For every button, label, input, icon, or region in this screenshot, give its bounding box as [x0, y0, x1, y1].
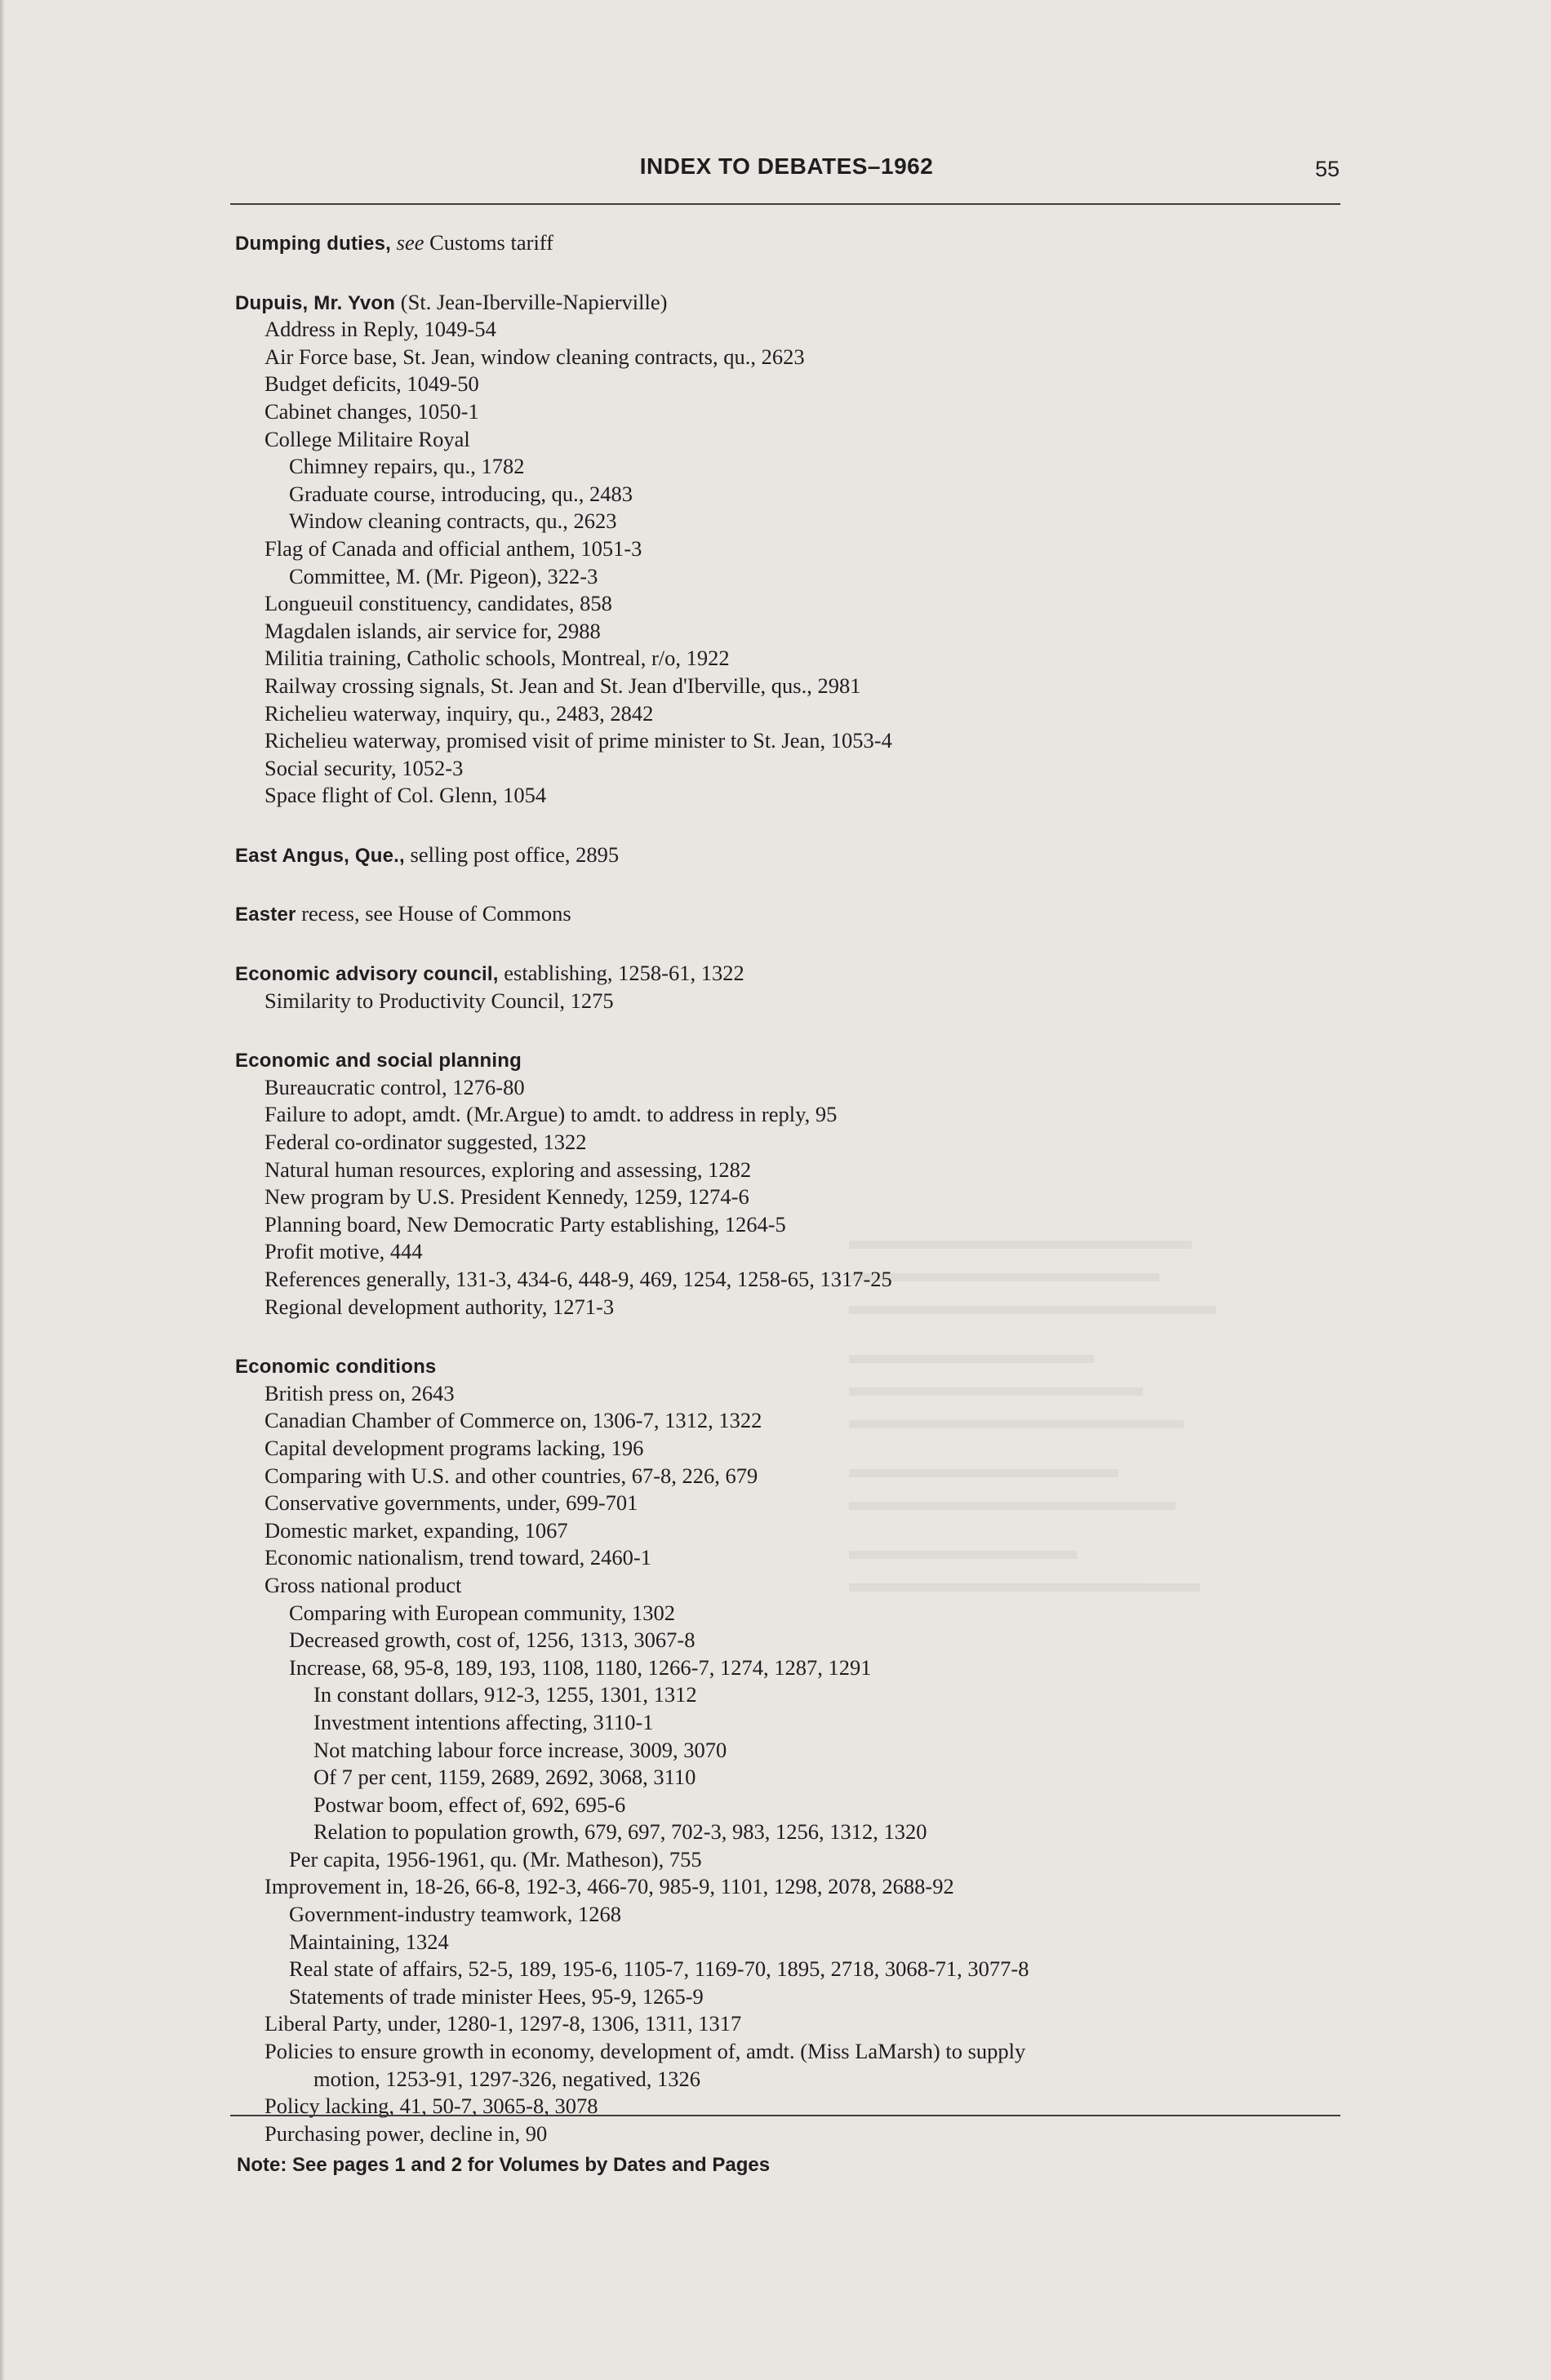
header-rule	[230, 203, 1340, 205]
heading-term: Economic advisory council,	[235, 963, 499, 986]
index-entry	[235, 1046, 1378, 1321]
subentry-line: College Militaire Royal	[264, 426, 470, 451]
entry-heading	[235, 289, 1378, 317]
subentry-line: Space flight of Col. Glenn, 1054	[264, 783, 547, 808]
subentry-line: Natural human resources, exploring and assessing, 1282	[264, 1157, 752, 1182]
subentry-line: Federal co-ordinator suggested, 1322	[264, 1130, 587, 1155]
subentry-line: Chimney repairs, qu., 1782	[289, 454, 525, 479]
subentry-line: Flag of Canada and official anthem, 1051-3	[264, 535, 642, 561]
subentry-line: Gross national product	[264, 1572, 462, 1597]
subentry-line: Government-industry teamwork, 1268	[289, 1902, 621, 1927]
subentry-line: Improvement in, 18-26, 66-8, 192-3, 466-70, 985-9, 1101, 1298, 2078, 2688-92	[264, 1874, 954, 1899]
header-title: INDEX TO DEBATES–1962	[639, 153, 934, 179]
entry-heading	[235, 900, 1378, 928]
subentry-line: Railway crossing signals, St. Jean and St. Jean d'Iberville, qus., 2981	[264, 673, 861, 698]
subentry-line: Policies to ensure growth in economy, development of, amdt. (Miss LaMarsh) to supply	[264, 2039, 1026, 2064]
subentry-line: Regional development authority, 1271-3	[264, 1294, 615, 1319]
subentry-line: Planning board, New Democratic Party establishing, 1264-5	[264, 1211, 786, 1237]
subentry-line: Budget deficits, 1049-50	[264, 371, 479, 397]
heading-detail: Customs tariff	[424, 230, 553, 255]
subentry-line: Comparing with European community, 1302	[289, 1600, 676, 1625]
subentry-line: Similarity to Productivity Council, 1275	[264, 988, 614, 1013]
subentry-line: Maintaining, 1324	[289, 1929, 449, 1954]
subentry-line: Richelieu waterway, promised visit of prime minister to St. Jean, 1053-4	[264, 728, 892, 753]
subentry-line: Magdalen islands, air service for, 2988	[264, 618, 601, 643]
index-entry	[235, 1352, 1378, 2147]
heading-detail: establishing, 1258-61, 1322	[498, 961, 744, 986]
entry-heading	[235, 229, 1378, 257]
page-number: 55	[1314, 157, 1340, 181]
entry-heading	[235, 960, 1378, 988]
heading-detail: recess, see House of Commons	[296, 901, 571, 926]
subentry-line: Comparing with U.S. and other countries, 67-8, 226, 679	[264, 1463, 758, 1488]
heading-term: Economic conditions	[235, 1356, 437, 1379]
heading-term: Dumping duties,	[235, 233, 391, 255]
subentry-line: Investment intentions affecting, 3110-1	[313, 1709, 654, 1734]
subentry-line: Not matching labour force increase, 3009, 3070	[313, 1737, 727, 1762]
subentry-line: Domestic market, expanding, 1067	[264, 1517, 568, 1543]
subentry-line: Of 7 per cent, 1159, 2689, 2692, 3068, 3110	[313, 1765, 696, 1790]
entry-heading	[235, 841, 1378, 869]
index-entry	[235, 960, 1378, 1015]
subentry-line: Relation to population growth, 679, 697, 702-3, 983, 1256, 1312, 1320	[313, 1819, 927, 1845]
subentry-line: Postwar boom, effect of, 692, 695-6	[313, 1792, 626, 1817]
subentry-line: Richelieu waterway, inquiry, qu., 2483, 2842	[264, 700, 654, 726]
entry-heading	[235, 1046, 1378, 1074]
subentry-line: Conservative governments, under, 699-701	[264, 1490, 638, 1516]
subentry-line: Decreased growth, cost of, 1256, 1313, 3067-8	[289, 1627, 696, 1653]
see-reference: see	[391, 230, 424, 255]
index-entry	[235, 841, 1378, 869]
footer-rule	[230, 2115, 1340, 2116]
entry-heading	[235, 1352, 1378, 1380]
page-header	[233, 149, 1340, 189]
subentry-line: Increase, 68, 95-8, 189, 193, 1108, 1180, 1266-7, 1274, 1287, 1291	[289, 1654, 872, 1680]
subentry-line: Liberal Party, under, 1280-1, 1297-8, 1306, 1311, 1317	[264, 2011, 742, 2036]
heading-term: Dupuis, Mr. Yvon	[235, 291, 396, 314]
subentry-line: New program by U.S. President Kennedy, 1259, 1274-6	[264, 1184, 749, 1210]
subentry-line: Per capita, 1956-1961, qu. (Mr. Matheson), 755	[289, 1846, 702, 1872]
subentry-line: Longueuil constituency, candidates, 858	[264, 591, 612, 616]
subentry-line: Purchasing power, decline in, 90	[264, 2120, 548, 2146]
subentry-line: British press on, 2643	[264, 1380, 455, 1405]
subentry-line: Bureaucratic control, 1276-80	[264, 1074, 525, 1099]
subentry-line: Cabinet changes, 1050-1	[264, 398, 479, 424]
footnote: Note: See pages 1 and 2 for Volumes by Dates and Pages	[237, 2154, 771, 2176]
index-entry	[235, 900, 1378, 928]
heading-detail: (St. Jean-Iberville-Napierville)	[395, 289, 668, 314]
subentry-line: Economic nationalism, trend toward, 2460-1	[264, 1545, 651, 1570]
index-entries	[235, 229, 1378, 2179]
subentry-line: Address in Reply, 1049-54	[264, 317, 496, 342]
index-entry	[235, 229, 1378, 257]
heading-term: Easter	[235, 904, 296, 926]
subentry-line: Capital development programs lacking, 196	[264, 1435, 644, 1460]
heading-term: Economic and social planning	[235, 1050, 522, 1072]
subentry-line: References generally, 131-3, 434-6, 448-9, 469, 1254, 1258-65, 1317-25	[264, 1267, 892, 1291]
subentry-line: Statements of trade minister Hees, 95-9, 1265-9	[289, 1983, 704, 2009]
subentry-line: Policy lacking, 41, 50-7, 3065-8, 3078	[264, 2094, 598, 2119]
page-edge-shadow	[0, 0, 5, 2380]
subentry-line: Social security, 1052-3	[264, 755, 464, 780]
subentry-line: Canadian Chamber of Commerce on, 1306-7, 1312, 1322	[264, 1408, 762, 1433]
subentry-line: Air Force base, St. Jean, window cleaning contracts, qu., 2623	[264, 344, 805, 369]
index-entry	[235, 289, 1378, 810]
subentry-line: In constant dollars, 912-3, 1255, 1301, 1312	[313, 1682, 697, 1707]
subentry-line: Profit motive, 444	[264, 1239, 423, 1264]
subentry-line: Graduate course, introducing, qu., 2483	[289, 481, 633, 506]
subentry-line: Real state of affairs, 52-5, 189, 195-6, 1105-7, 1169-70, 1895, 2718, 3068-71, 3077-8	[289, 1956, 1029, 1982]
heading-detail: selling post office, 2895	[404, 841, 620, 867]
heading-term: East Angus, Que.,	[235, 844, 405, 867]
subentry-line: Window cleaning contracts, qu., 2623	[289, 508, 617, 534]
subentry-line: Militia training, Catholic schools, Montreal, r/o, 1922	[264, 646, 730, 671]
subentry-line: Failure to adopt, amdt. (Mr.Argue) to amdt. to address in reply, 95	[264, 1102, 838, 1127]
subentry-line: Committee, M. (Mr. Pigeon), 322-3	[289, 563, 598, 588]
subentry-line: motion, 1253-91, 1297-326, negatived, 1326	[313, 2066, 700, 2091]
